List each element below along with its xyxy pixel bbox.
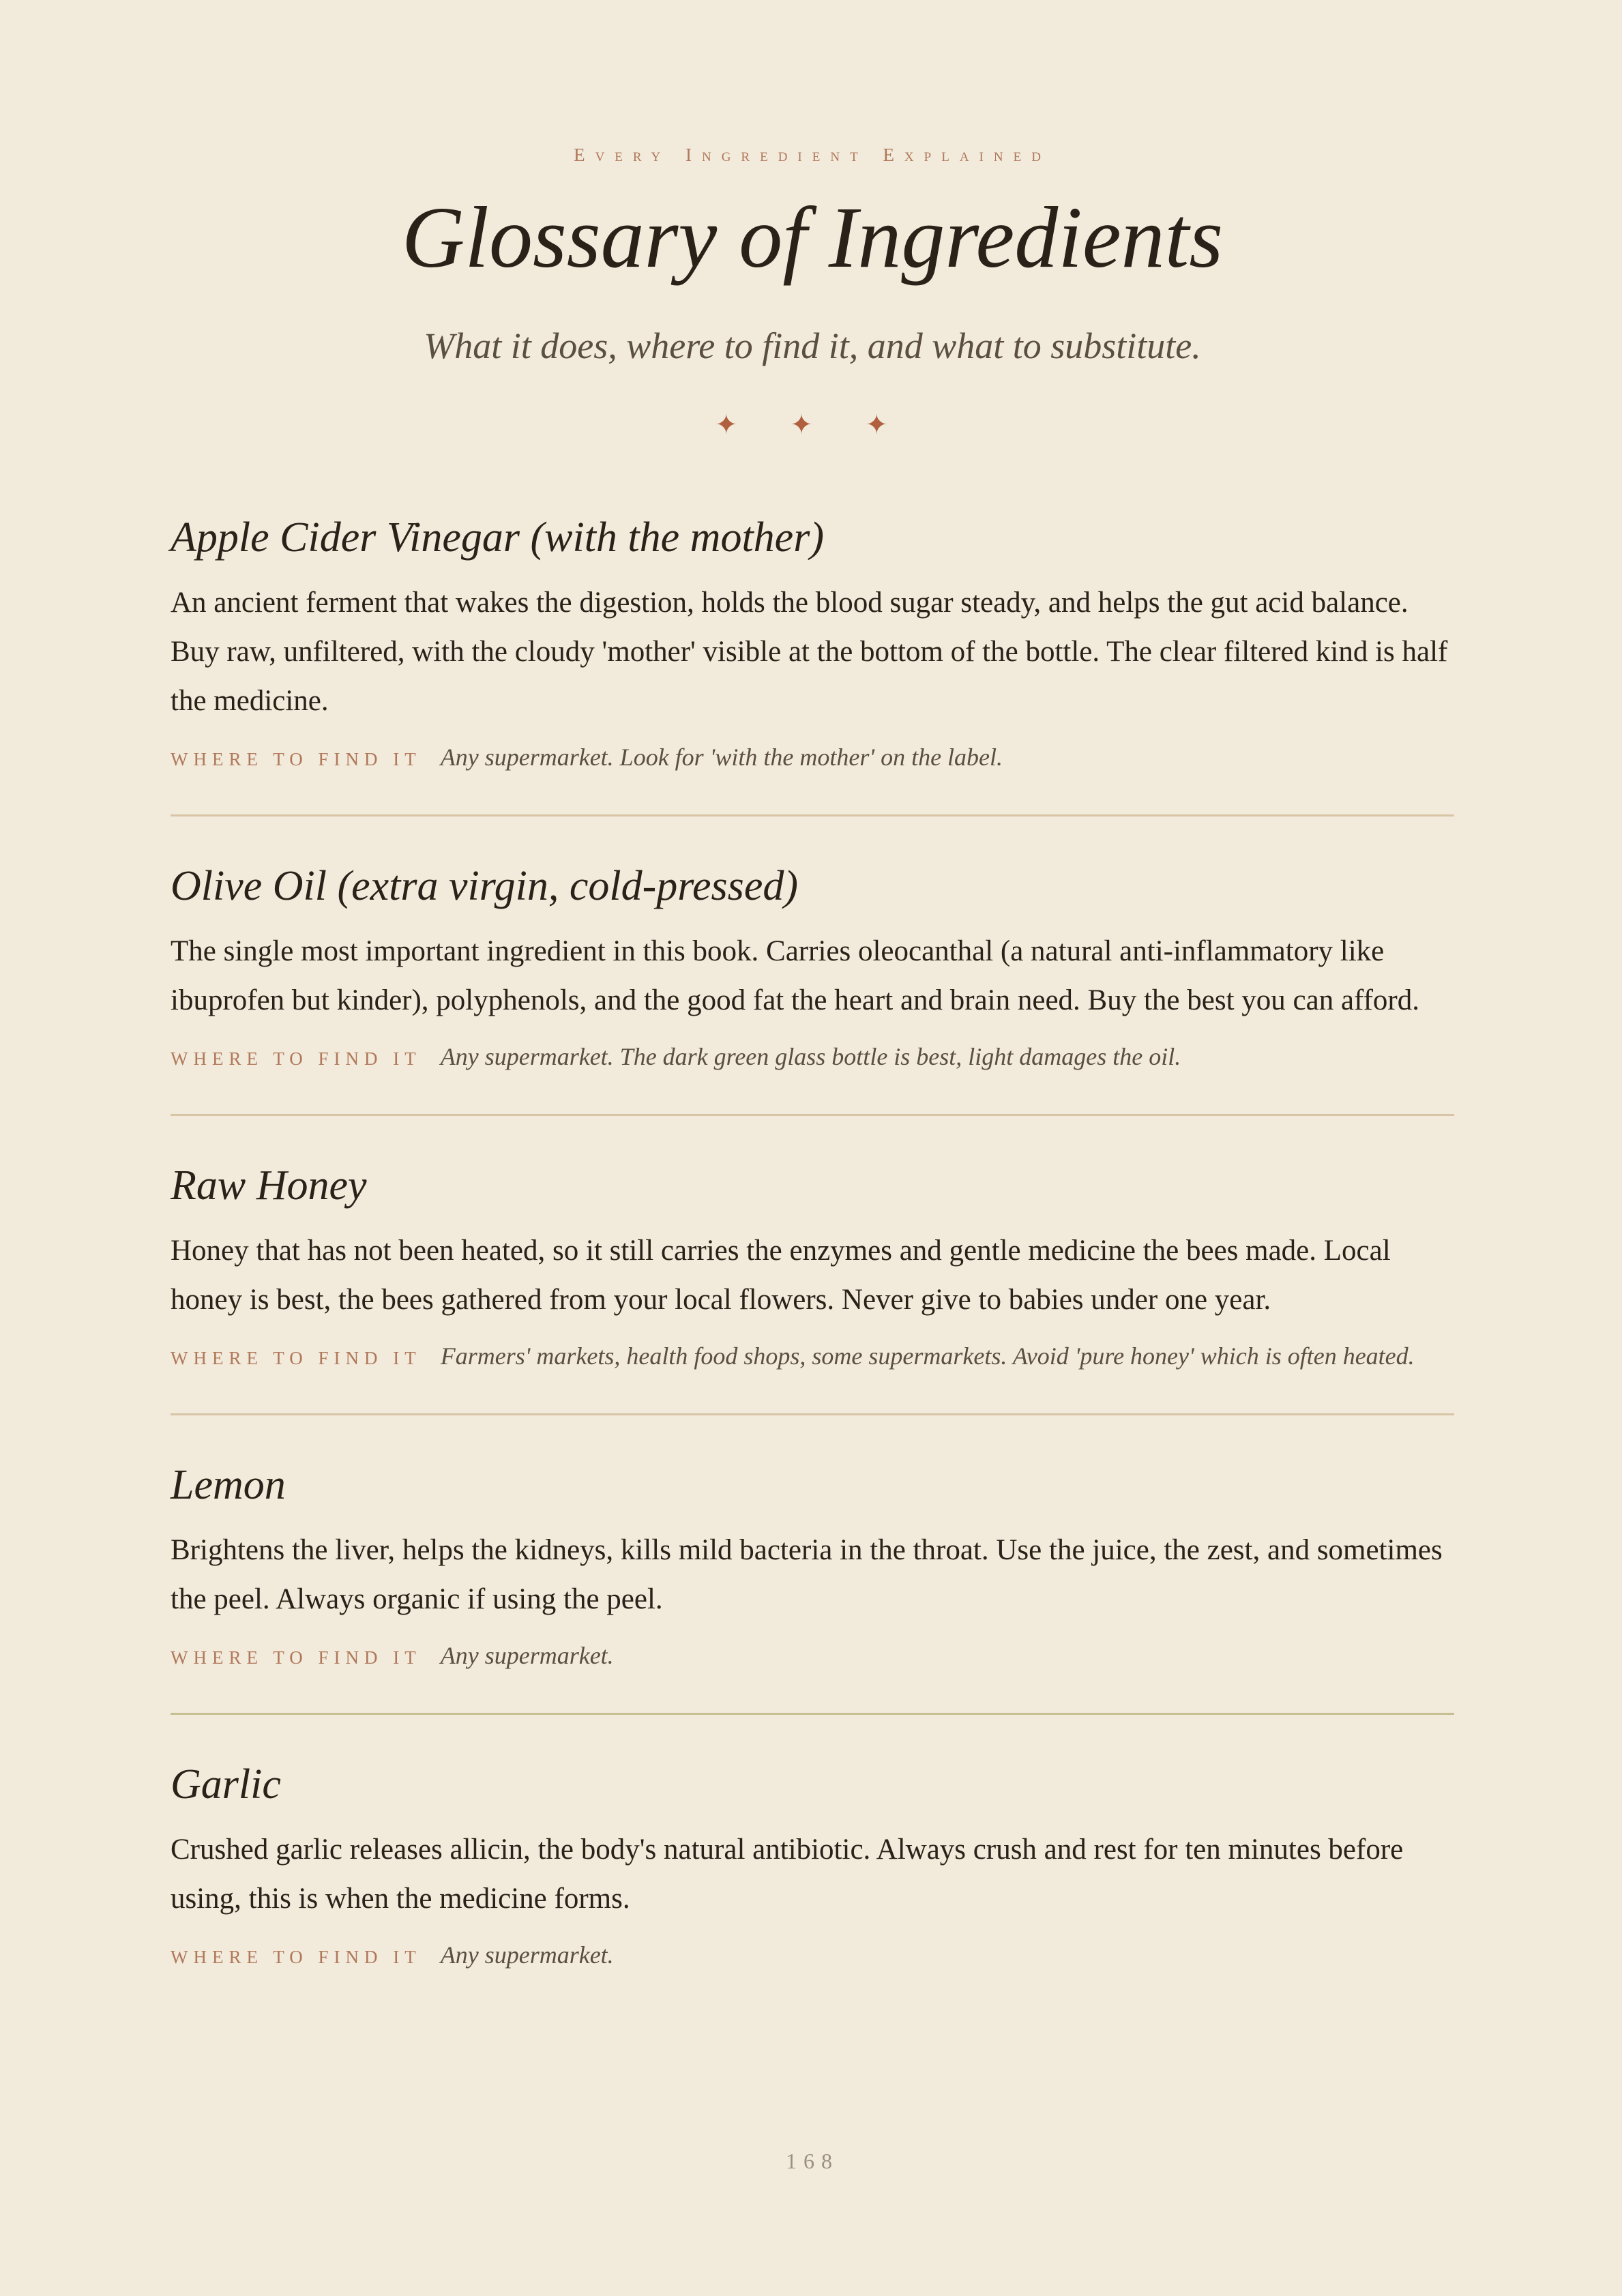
glossary-page (171, 0, 1454, 2296)
entry-description: Brightens the liver, helps the kidneys, kills mild bacteria in the throat. Use the juice, the zest, and sometimes the peel. Always organic if using the peel. (171, 1534, 1443, 1615)
glossary-entry-apple-cider-vinegar (171, 506, 1454, 816)
entry-title: Lemon (171, 1462, 286, 1508)
entry-description: The single most important ingredient in this book. Carries oleocanthal (a natural anti-inflammatory like ibuprofen but kinder), polyphenols, and the good fat the heart and brain need. Buy the best you can afford. (171, 935, 1419, 1016)
where-to-find-row (171, 1937, 1454, 1978)
where-to-find-value: Any supermarket. (440, 1941, 614, 1969)
where-to-find-value: Any supermarket. Look for 'with the mother' on the label. (440, 744, 1003, 771)
glossary-entry-olive-oil (171, 855, 1454, 1116)
entry-description: Honey that has not been heated, so it still carries the enzymes and gentle medicine the bees made. Local honey is best, the bees gathered from your local flowers. Never give to babies under one year. (171, 1235, 1391, 1316)
where-to-find-label: WHERE TO FIND IT (171, 1947, 422, 1967)
page-subtitle: What it does, where to find it, and what to substitute. (424, 325, 1201, 366)
entry-title: Apple Cider Vinegar (with the mother) (171, 514, 824, 561)
where-to-find-row (171, 1039, 1454, 1080)
entry-description: Crushed garlic releases allicin, the body's natural antibiotic. Always crush and rest for ten minutes before using, this is when the medicine forms. (171, 1834, 1404, 1915)
page-title: Glossary of Ingredients (401, 189, 1224, 286)
glossary-entry-garlic (171, 1753, 1454, 2012)
glossary-entry-lemon (171, 1454, 1454, 1715)
entry-title: Olive Oil (extra virgin, cold-pressed) (171, 863, 798, 909)
where-to-find-label: WHERE TO FIND IT (171, 749, 422, 769)
where-to-find-value: Any supermarket. (440, 1642, 614, 1669)
where-to-find-value: Farmers' markets, health food shops, some supermarkets. Avoid 'pure honey' which is often heated. (440, 1342, 1415, 1370)
glossary-list (171, 506, 1454, 2050)
glossary-entry-raw-honey (171, 1154, 1454, 1415)
section-eyebrow: Every Ingredient Explained (574, 145, 1051, 165)
where-to-find-row (171, 1338, 1454, 1379)
where-to-find-row (171, 739, 1454, 780)
entry-title: Raw Honey (171, 1162, 367, 1209)
entry-title: Garlic (171, 1761, 281, 1808)
where-to-find-row (171, 1638, 1454, 1679)
where-to-find-value: Any supermarket. The dark green glass bottle is best, light damages the oil. (440, 1043, 1181, 1070)
page-number: 168 (786, 2149, 839, 2173)
entry-description: An ancient ferment that wakes the digestion, holds the blood sugar steady, and helps the gut acid balance. Buy raw, unfiltered, with the cloudy 'mother' visible at the bottom of the bottle. The clear filtered kind is half the medicine. (171, 587, 1448, 717)
where-to-find-label: WHERE TO FIND IT (171, 1647, 422, 1668)
where-to-find-label: WHERE TO FIND IT (171, 1048, 422, 1069)
where-to-find-label: WHERE TO FIND IT (171, 1348, 422, 1368)
star-ornament-icon: ✦ ✦ ✦ (715, 409, 910, 441)
